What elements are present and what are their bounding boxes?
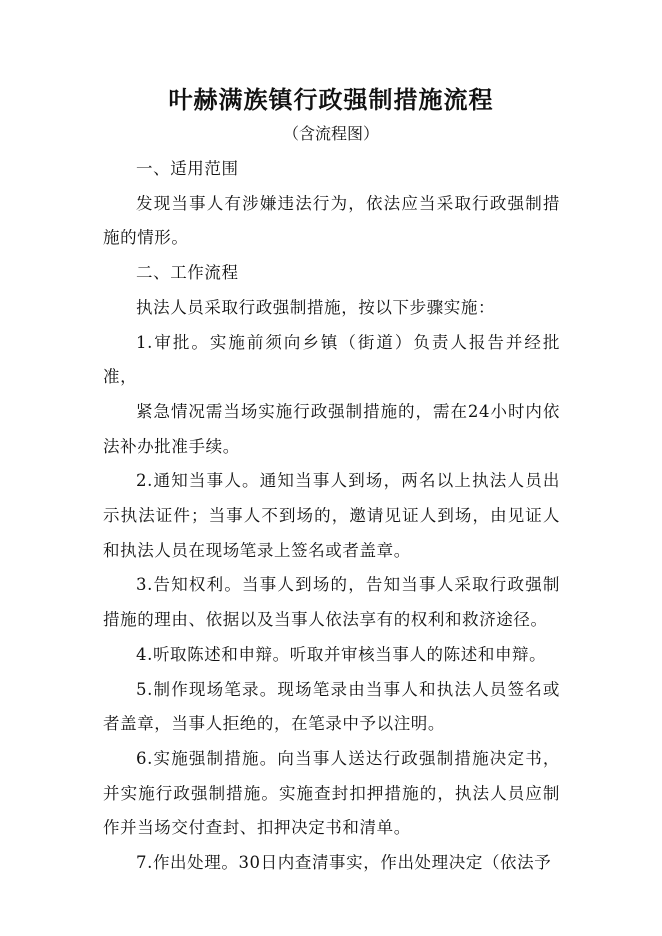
paragraph-workflow-intro: 执法人员采取行政强制措施，按以下步骤实施：	[136, 297, 496, 317]
paragraph-step-2: 2.通知当事人。通知当事人到场，两名以上执法人员出示执法证件；当事人不到场的，邀请见证人到场，由见证人和执法人员在现场笔录上签名或者盖章。	[103, 471, 560, 560]
paragraph-step-7: 7.作出处理。30日内查清事实，作出处理决定（依法予	[136, 853, 552, 873]
paragraph-step-3: 3.告知权利。当事人到场的，告知当事人采取行政强制措施的理由、依据以及当事人依法享有的权利和救济途径。	[103, 575, 560, 630]
paragraph-scope-text: 发现当事人有涉嫌违法行为，依法应当采取行政强制措施的情形。	[103, 193, 560, 248]
section-heading-scope: 一、适用范围	[136, 159, 239, 178]
document-body	[103, 152, 560, 881]
paragraph-step-1-continued: 紧急情况需当场实施行政强制措施的，需在24小时内依法补办批准手续。	[103, 401, 560, 456]
section-heading-workflow: 二、工作流程	[136, 263, 239, 283]
paragraph-step-4: 4.听取陈述和申辩。听取并审核当事人的陈述和申辩。	[136, 644, 547, 664]
paragraph-step-1: 1.审批。实施前须向乡镇（街道）负责人报告并经批准，	[103, 332, 560, 387]
paragraph-step-5: 5.制作现场笔录。现场笔录由当事人和执法人员签名或者盖章，当事人拒绝的，在笔录中予以注明。	[103, 679, 560, 734]
document-subtitle: （含流程图）	[282, 124, 379, 143]
document-title: 叶赫满族镇行政强制措施流程	[168, 86, 494, 114]
paragraph-step-6: 6.实施强制措施。向当事人送达行政强制措施决定书，并实施行政强制措施。实施查封扣押措施的，执法人员应制作并当场交付查封、扣押决定书和清单。	[103, 748, 560, 838]
